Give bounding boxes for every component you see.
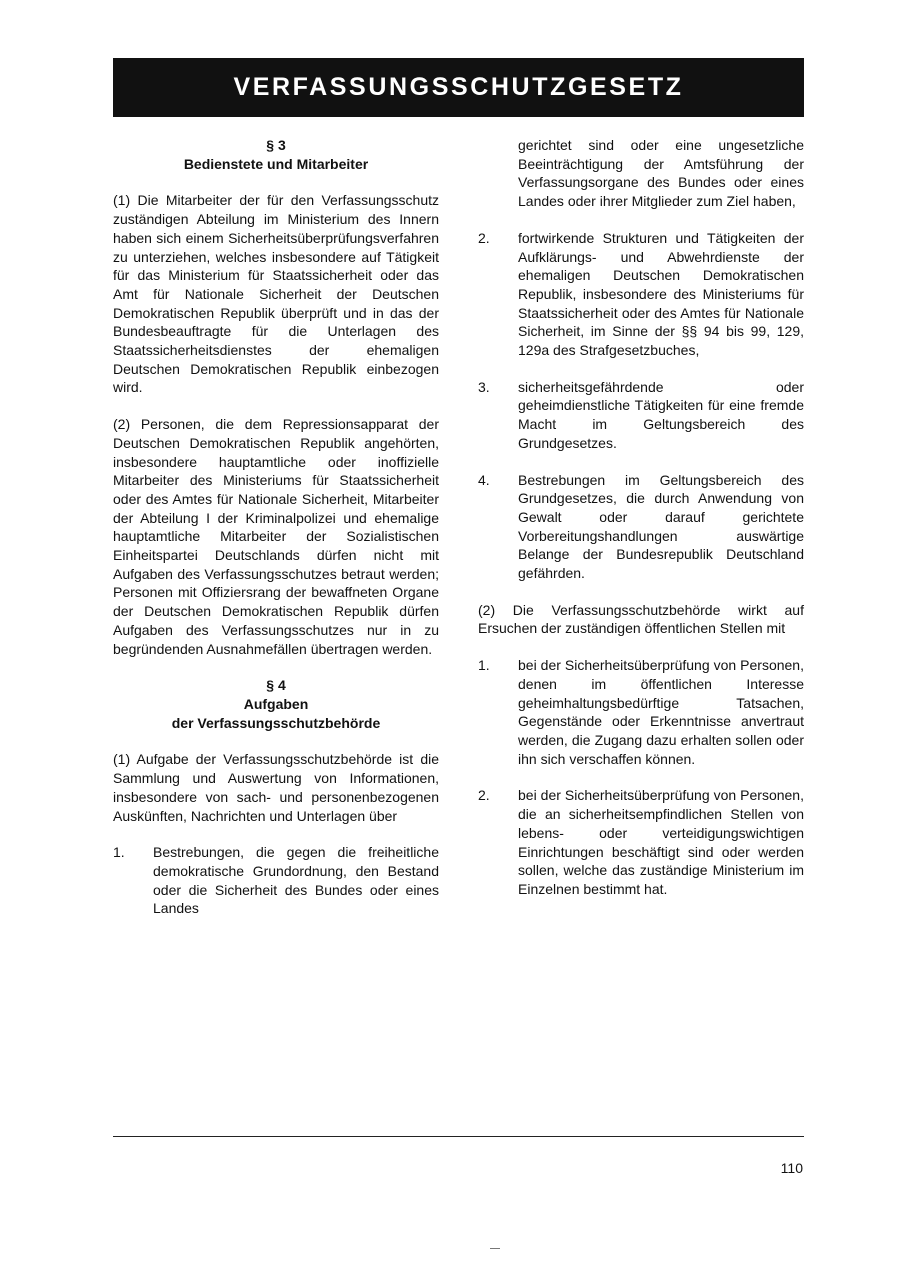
list-item-text: bei der Sicherheitsüberprüfung von Personen, die an sicherheitsempfindlichen Stellen von lebens- oder verteidigungswichtigen Einrichtungen beschäftigt sind oder werden sollen, welche das zuständige Ministerium im Einzelnen bestimmt hat. bbox=[518, 787, 804, 897]
list-item-number: 4. bbox=[478, 471, 490, 488]
right-column bbox=[478, 136, 804, 899]
list-item bbox=[113, 843, 439, 918]
list-item-text: fortwirkende Strukturen und Tätigkeiten der Aufklärungs- und Abwehrdienste der ehemaligen Deutschen Demokratischen Republik, insbesondere des Ministeriums für Staatssicherheit oder des Amtes für Nationale Sicherheit, im Sinne der §§ 94 bis 99, 129, 129a des Strafgesetzbuches, bbox=[518, 229, 804, 359]
list-item bbox=[478, 786, 804, 898]
list-item-text-part-1: Bestrebungen, die gegen die freiheitliche demokratische Grundordnung, den Bestand oder die Sicherheit des Bundes oder eines Landes bbox=[153, 844, 439, 917]
list-item bbox=[478, 656, 804, 768]
section-3-paragraph-1: (1) Die Mitarbeiter der für den Verfassungsschutz zuständigen Abteilung im Ministerium des Innern haben sich einem Sicherheitsüberprüfungsverfahren zu unterziehen, welches insbesondere auf Tätigkeit für das Ministerium für Staatssicherheit oder das Amt für Nationale Sicherheit der Deutschen Demokratischen Republik überprüft und in das der Bundesbeauftragte für die Unterlagen des Staatssicherheitsdienstes der ehemaligen Deutschen Demokratischen Republik einbezogen wird. bbox=[113, 192, 439, 396]
scan-mark bbox=[490, 1248, 500, 1249]
section-4-title-line-2: der Verfassungsschutzbehörde bbox=[171, 714, 381, 731]
list-item-number: 1. bbox=[478, 657, 490, 674]
footer-divider bbox=[113, 1136, 804, 1137]
section-3-number: § 3 bbox=[266, 137, 286, 153]
section-4-paragraph-2: (2) Die Verfassungsschutzbehörde wirkt auf Ersuchen der zuständigen öffentlichen Stellen mit bbox=[478, 601, 804, 637]
list-item-number: 1. bbox=[113, 844, 125, 861]
list-item-text: bei der Sicherheitsüberprüfung von Personen, denen im öffentlichen Interesse geheimhaltungsbedürftige Tatsachen, Gegenstände oder Erkenntnisse anvertraut werden, die Zugang dazu erhalten sollen oder ihn sich verschaffen können. bbox=[518, 657, 804, 767]
list-item-text: Bestrebungen im Geltungsbereich des Grundgesetzes, die durch Anwendung von Gewalt oder darauf gerichtete Vorbereitungshandlungen auswärtige Belange der Bundesrepublik Deutschland gefährden. bbox=[518, 471, 804, 582]
list-item-text-part-2: gerichtet sind oder eine ungesetzliche Beeinträchtigung der Amtsführung der Verfassungsorgane des Bundes oder eines Landes oder ihrer Mitglieder zum Ziel haben, bbox=[518, 137, 804, 210]
list-item-continued bbox=[478, 136, 804, 211]
left-column bbox=[113, 136, 439, 918]
list-item-number: 2. bbox=[478, 229, 490, 246]
list-item bbox=[478, 471, 804, 583]
header-banner bbox=[113, 58, 804, 117]
section-4-number: § 4 bbox=[266, 677, 286, 694]
section-3-paragraph-2: (2) Personen, die dem Repressionsapparat der Deutschen Demokratischen Republik angehörten, insbesondere hauptamtliche oder inoffizielle Mitarbeiter des Ministeriums für Staatssicherheit oder des Amtes für Nationale Sicherheit, Mitarbeiter der Abteilung I der Kriminalpolizei und ehemalige hauptamtliche Mitarbeiter der Sozialistischen Einheitspartei Deutschlands dürfen nicht mit Aufgaben des Verfassungsschutzes betraut werden; Personen mit Offiziersrang der bewaffneten Organe der Deutschen Demokratischen Republik dürfen Aufgaben des Verfassungsschutzes nur in zu begründenden Ausnahmefällen übertragen werden. bbox=[113, 416, 439, 657]
list-item-number: 2. bbox=[478, 787, 490, 804]
list-item-text: sicherheitsgefährdende oder geheimdienstliche Tätigkeiten für eine fremde Macht im Geltungsbereich des Grundgesetzes. bbox=[518, 378, 804, 451]
page-title: VERFASSUNGSSCHUTZGESETZ bbox=[233, 73, 684, 101]
section-4-paragraph-1: (1) Aufgabe der Verfassungsschutzbehörde ist die Sammlung und Auswertung von Informationen, insbesondere von sach- und personenbezogenen Auskünften, Nachrichten und Unterlagen über bbox=[113, 751, 439, 824]
section-4-title-line-1: Aufgaben bbox=[243, 695, 309, 712]
list-item bbox=[478, 378, 804, 453]
section-3-title: Bedienstete und Mitarbeiter bbox=[183, 155, 369, 172]
list-item bbox=[478, 229, 804, 360]
page-number: 110 bbox=[780, 1160, 803, 1176]
list-item-number: 3. bbox=[478, 378, 490, 395]
